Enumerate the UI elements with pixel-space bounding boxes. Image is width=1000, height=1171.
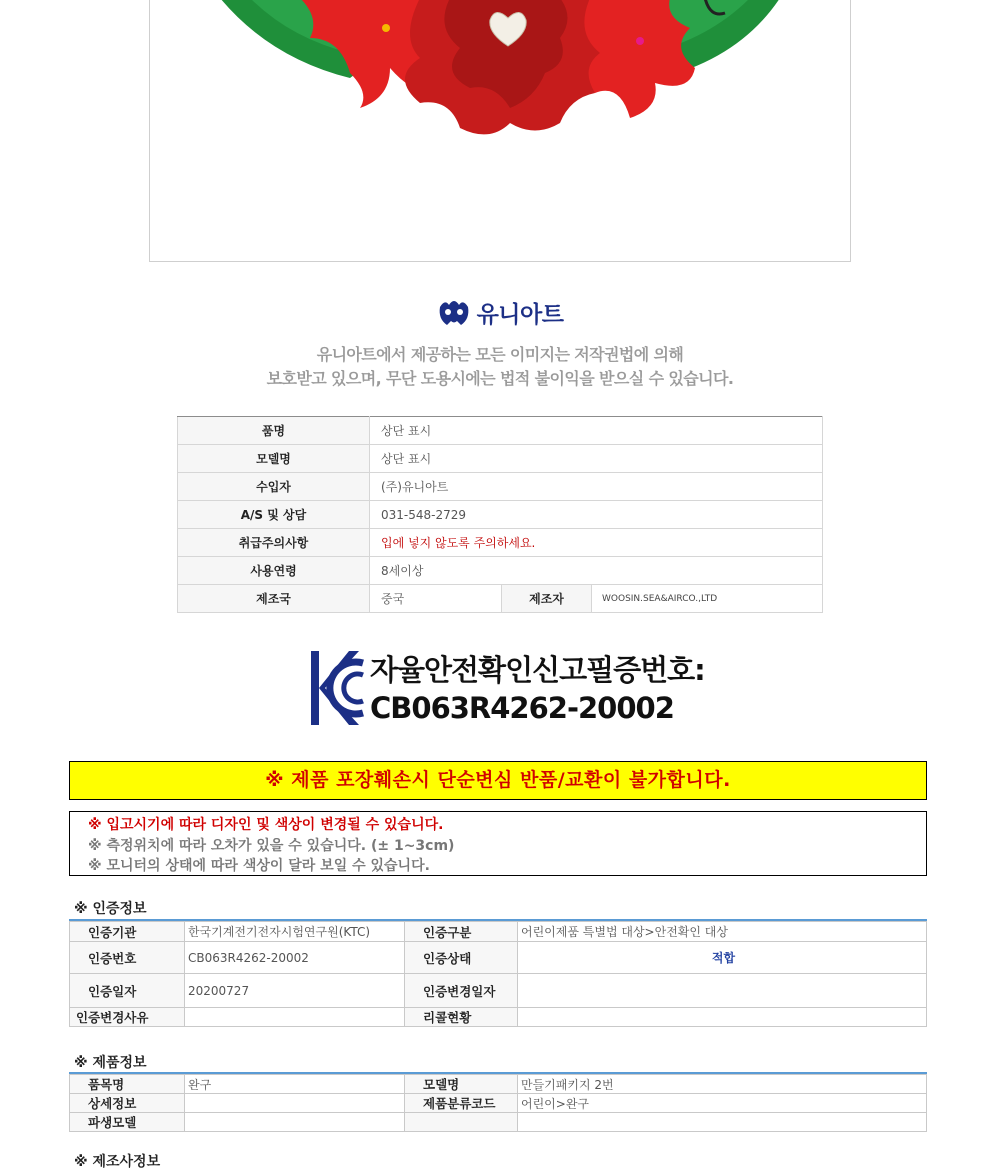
table-row (178, 445, 823, 473)
cert-status-label: 인증상태 (405, 942, 518, 974)
cert-number-label: 인증번호 (70, 942, 185, 974)
kc-certificate-label: 자율안전확인신고필증번호: (370, 653, 705, 687)
row-value: (주)유니아트 (370, 473, 823, 501)
table-row (178, 417, 823, 445)
recall-label: 리콜현황 (405, 1008, 518, 1027)
cert-type-label: 인증구분 (405, 922, 518, 942)
row-label: A/S 및 상담 (178, 501, 370, 529)
row-value: 031-548-2729 (370, 501, 823, 529)
model-label: 모델명 (405, 1075, 518, 1094)
cert-date-label: 인증일자 (70, 974, 185, 1008)
row-value: 상단 표시 (370, 445, 823, 473)
cert-date-value: 20200727 (185, 974, 405, 1008)
product-image (149, 0, 851, 262)
row-value: 8세이상 (370, 557, 823, 585)
cert-change-reason-value (185, 1008, 405, 1027)
class-code-label: 제품분류코드 (405, 1094, 518, 1113)
cert-section-title: ※ 인증정보 (74, 901, 147, 917)
product-info-table (177, 416, 823, 613)
item-value: 완구 (185, 1075, 405, 1094)
cert-change-reason-label: 인증변경사유 (70, 1008, 185, 1027)
derived-model-value (185, 1113, 405, 1132)
cert-agency-value: 한국기계전기전자시험연구원(KTC) (185, 922, 405, 942)
notice-line: ※ 모니터의 상태에 따라 색상이 달라 보일 수 있습니다. (88, 858, 430, 874)
empty-cell (518, 1113, 927, 1132)
notice-box (69, 811, 927, 876)
cert-type-value: 어린이제품 특별법 대상>안전확인 대상 (518, 922, 927, 942)
crown-logo-icon (437, 297, 471, 327)
cert-change-date-label: 인증변경일자 (405, 974, 518, 1008)
row-label: 모델명 (178, 445, 370, 473)
cert-agency-label: 인증기관 (70, 922, 185, 942)
table-row (70, 1094, 927, 1113)
table-row (178, 529, 823, 557)
maker-value: WOOSIN.SEA&AIRCO.,LTD (592, 585, 823, 613)
origin-value: 중국 (370, 585, 502, 613)
recall-value (518, 1008, 927, 1027)
row-value: 상단 표시 (370, 417, 823, 445)
cert-status-value: 적합 (518, 942, 927, 974)
origin-label: 제조국 (178, 585, 370, 613)
felt-flower-illustration (150, 0, 850, 261)
maker-section-title: ※ 제조사정보 (74, 1154, 161, 1170)
copyright-line-1: 유니아트에서 제공하는 모든 이미지는 저작권법에 의해 (316, 345, 684, 364)
cert-number-value: CB063R4262-20002 (185, 942, 405, 974)
notice-line: ※ 측정위치에 따라 오차가 있을 수 있습니다. (± 1~3cm) (88, 838, 455, 854)
product-detail-table (69, 1074, 927, 1132)
row-label: 취급주의사항 (178, 529, 370, 557)
row-label: 사용연령 (178, 557, 370, 585)
table-row (70, 974, 927, 1008)
return-warning-banner: ※ 제품 포장훼손시 단순변심 반품/교환이 불가합니다. (69, 761, 927, 800)
brand-name: 유니아트 (476, 301, 564, 328)
row-label: 수입자 (178, 473, 370, 501)
model-value: 만들기패키지 2번 (518, 1075, 927, 1094)
cert-info-table (69, 921, 927, 1027)
row-label: 품명 (178, 417, 370, 445)
kc-certificate-number: CB063R4262-20002 (370, 691, 674, 725)
maker-label: 제조자 (502, 585, 592, 613)
table-row (70, 1075, 927, 1094)
table-row (70, 942, 927, 974)
table-row (178, 473, 823, 501)
kc-mark-icon (311, 651, 365, 725)
detail-label: 상세정보 (70, 1094, 185, 1113)
table-row (70, 1113, 927, 1132)
notice-line: ※ 입고시기에 따라 디자인 및 색상이 변경될 수 있습니다. (88, 817, 444, 833)
table-row (178, 501, 823, 529)
table-row (70, 922, 927, 942)
detail-value (185, 1094, 405, 1113)
item-label: 품목명 (70, 1075, 185, 1094)
table-row (178, 585, 823, 613)
class-code-value: 어린이>완구 (518, 1094, 927, 1113)
product-section-title: ※ 제품정보 (74, 1055, 147, 1071)
copyright-line-2: 보호받고 있으며, 무단 도용시에는 법적 불이익을 받으실 수 있습니다. (266, 369, 734, 388)
brand-logo (0, 292, 1000, 332)
empty-cell (405, 1113, 518, 1132)
table-row (70, 1008, 927, 1027)
table-row (178, 557, 823, 585)
cert-change-date-value (518, 974, 927, 1008)
derived-model-label: 파생모델 (70, 1113, 185, 1132)
row-value: 입에 넣지 않도록 주의하세요. (370, 529, 823, 557)
